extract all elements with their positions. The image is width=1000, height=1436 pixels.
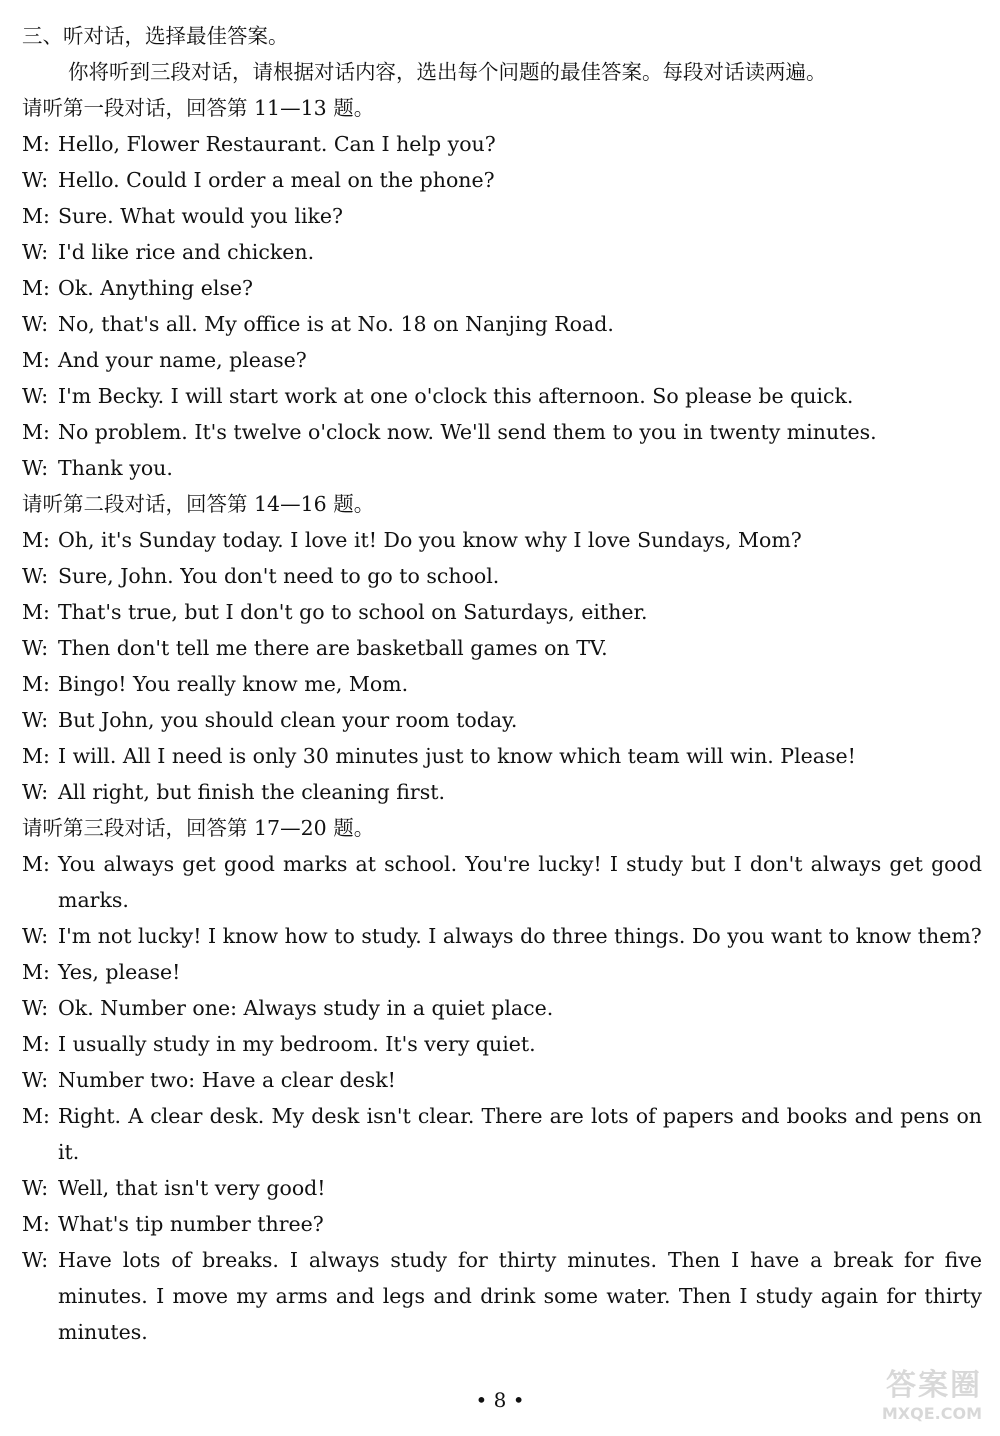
- line-text: That's true, but I don't go to school on Saturdays, either.: [58, 600, 648, 624]
- dialogue-line: [22, 450, 982, 486]
- speaker-label: M:: [22, 672, 50, 696]
- speaker-label: W:: [22, 780, 49, 804]
- dialogue-line: [22, 342, 982, 378]
- line-text: Bingo! You really know me, Mom.: [58, 672, 409, 696]
- line-text: Ok. Number one: Always study in a quiet place.: [58, 996, 554, 1020]
- dialogue-line: [22, 918, 982, 954]
- speaker-label: M:: [22, 1032, 50, 1056]
- dialogue-2: [22, 486, 982, 810]
- line-text: Number two: Have a clear desk!: [58, 1068, 396, 1092]
- speaker-label: W:: [22, 312, 49, 336]
- speaker-label: M:: [22, 1212, 50, 1236]
- speaker-label: W:: [22, 924, 49, 948]
- line-text: No problem. It's twelve o'clock now. We'll send them to you in twenty minutes.: [58, 420, 877, 444]
- speaker-label: M:: [22, 420, 50, 444]
- dialogue-line: [22, 198, 982, 234]
- dialogue-line: [22, 162, 982, 198]
- line-text: I usually study in my bedroom. It's very quiet.: [58, 1032, 536, 1056]
- speaker-label: W:: [22, 1068, 49, 1092]
- speaker-label: M:: [22, 348, 50, 372]
- speaker-label: M:: [22, 960, 50, 984]
- line-text: Thank you.: [58, 456, 173, 480]
- dialogues: [22, 90, 982, 1350]
- line-text: Then don't tell me there are basketball games on TV.: [58, 636, 608, 660]
- watermark-logo: [832, 1360, 982, 1426]
- line-text: And your name, please?: [58, 348, 307, 372]
- dialogue-line: [22, 126, 982, 162]
- dialogue-line: [22, 1098, 982, 1170]
- dialogue-line: [22, 306, 982, 342]
- speaker-label: W:: [22, 168, 49, 192]
- speaker-label: W:: [22, 564, 49, 588]
- dialogue-line: [22, 774, 982, 810]
- line-text: Hello. Could I order a meal on the phone?: [58, 168, 495, 192]
- speaker-label: M:: [22, 600, 50, 624]
- dialogue-prompt: 请听第二段对话，回答第 14—16 题。: [22, 492, 375, 516]
- line-text: All right, but finish the cleaning first.: [58, 780, 445, 804]
- speaker-label: M:: [22, 1104, 50, 1128]
- dialogue-line: [22, 1206, 982, 1242]
- dialogue-prompt: 请听第三段对话，回答第 17—20 题。: [22, 816, 375, 840]
- line-text: I'd like rice and chicken.: [58, 240, 315, 264]
- line-text: Right. A clear desk. My desk isn't clear. There are lots of papers and books and pens on it.: [58, 1104, 982, 1164]
- line-text: Yes, please!: [58, 960, 181, 984]
- line-text: I'm Becky. I will start work at one o'clock this afternoon. So please be quick.: [58, 384, 854, 408]
- dialogue-3: [22, 810, 982, 1350]
- line-text: Well, that isn't very good!: [58, 1176, 326, 1200]
- speaker-label: W:: [22, 1176, 49, 1200]
- dialogue-line: [22, 522, 982, 558]
- line-text: I'm not lucky! I know how to study. I always do three things. Do you want to know them?: [58, 924, 982, 948]
- dialogue-line: [22, 270, 982, 306]
- dialogue-line: [22, 1062, 982, 1098]
- speaker-label: W:: [22, 636, 49, 660]
- dialogue-1: [22, 90, 982, 486]
- dialogue-line: [22, 378, 982, 414]
- dialogue-line: [22, 414, 982, 450]
- line-text: Hello, Flower Restaurant. Can I help you?: [58, 132, 496, 156]
- line-text: Have lots of breaks. I always study for thirty minutes. Then I have a break for five minutes. I move my arms and legs and drink some water. Then I study again for thirty minutes.: [58, 1248, 982, 1344]
- line-text: But John, you should clean your room today.: [58, 708, 518, 732]
- speaker-label: W:: [22, 456, 49, 480]
- dialogue-line: [22, 1170, 982, 1206]
- speaker-label: M:: [22, 132, 50, 156]
- line-text: Oh, it's Sunday today. I love it! Do you know why I love Sundays, Mom?: [58, 528, 802, 552]
- speaker-label: W:: [22, 1248, 49, 1272]
- line-text: Sure, John. You don't need to go to school.: [58, 564, 500, 588]
- speaker-label: M:: [22, 528, 50, 552]
- dialogue-line: [22, 846, 982, 918]
- dialogue-line: [22, 1242, 982, 1350]
- watermark-logo-text: 答案圈: [886, 1368, 982, 1403]
- section-heading: 三、听对话，选择最佳答案。: [22, 24, 289, 48]
- dialogue-line: [22, 954, 982, 990]
- page-number: • 8 •: [475, 1388, 525, 1412]
- speaker-label: W:: [22, 708, 49, 732]
- speaker-label: W:: [22, 384, 49, 408]
- dialogue-line: [22, 702, 982, 738]
- dialogue-line: [22, 558, 982, 594]
- speaker-label: M:: [22, 204, 50, 228]
- speaker-label: M:: [22, 744, 50, 768]
- line-text: What's tip number three?: [58, 1212, 324, 1236]
- line-text: Sure. What would you like?: [58, 204, 344, 228]
- speaker-label: W:: [22, 996, 49, 1020]
- dialogue-line: [22, 594, 982, 630]
- dialogue-line: [22, 1026, 982, 1062]
- speaker-label: M:: [22, 852, 50, 876]
- section-instructions: 你将听到三段对话，请根据对话内容，选出每个问题的最佳答案。每段对话读两遍。: [68, 60, 827, 84]
- speaker-label: W:: [22, 240, 49, 264]
- line-text: I will. All I need is only 30 minutes just to know which team will win. Please!: [58, 744, 856, 768]
- dialogue-line: [22, 234, 982, 270]
- dialogue-line: [22, 738, 982, 774]
- page-body: [22, 18, 982, 1350]
- line-text: You always get good marks at school. You're lucky! I study but I don't always get good marks.: [58, 852, 982, 912]
- watermark-url: MXQE.COM: [881, 1404, 982, 1423]
- line-text: Ok. Anything else?: [58, 276, 254, 300]
- speaker-label: M:: [22, 276, 50, 300]
- dialogue-line: [22, 666, 982, 702]
- dialogue-line: [22, 630, 982, 666]
- dialogue-line: [22, 990, 982, 1026]
- dialogue-prompt: 请听第一段对话，回答第 11—13 题。: [22, 96, 375, 120]
- line-text: No, that's all. My office is at No. 18 on Nanjing Road.: [58, 312, 614, 336]
